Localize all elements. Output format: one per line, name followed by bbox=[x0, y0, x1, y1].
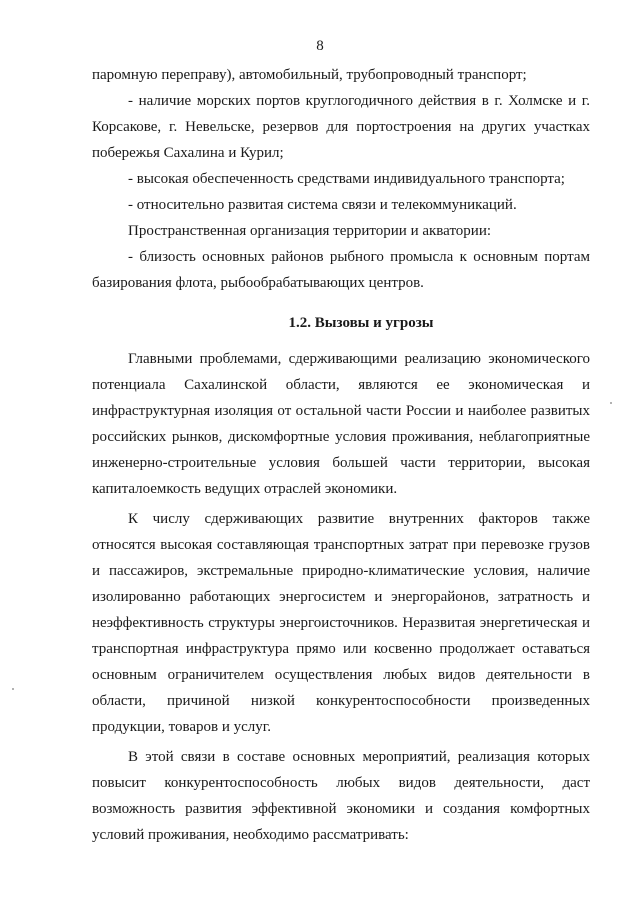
paragraph-internal-factors: К числу сдерживающих развитие внутренних факторов также относятся высокая составляющая транспортных затрат при перевозке грузов и пассажиров, экстремальные природно-климатические условия, наличие изолированно работающих энергосистем и энергорайонов, затратность и неэффективность структуры энергоисточников. Неразвитая энергетическая и транспортная инфраструктура прямо или косвенно продолжает оставаться основным ограничителем осуществления любых видов деятельности в области, причиной низкой конкурентоспособности произведенных продукции, товаров и услуг. bbox=[92, 511, 590, 735]
list-item-ports: - наличие морских портов круглогодичного действия в г. Холмске и г. Корсакове, г. Невельске, резервов для портостроения на других участках побережья Сахалина и Курил; bbox=[92, 93, 590, 161]
paragraph-main-problems: Главными проблемами, сдерживающими реализацию экономического потенциала Сахалинской области, являются ее экономическая и инфраструктурная изоляция от остальной части России и наиболее развитых российских рынков, дискомфортные условия проживания, неблагоприятные инженерно-строительные условия большей части территории, высокая капиталоемкость ведущих отраслей экономики. bbox=[92, 351, 590, 497]
list-item-fishing: - близость основных районов рыбного промысла к основным портам базирования флота, рыбообрабатывающих центров. bbox=[92, 249, 590, 291]
list-item-transport: - высокая обеспеченность средствами индивидуального транспорта; bbox=[128, 171, 565, 187]
page-body bbox=[92, 62, 590, 848]
spatial-organization-heading: Пространственная организация территории и акватории: bbox=[128, 223, 492, 239]
list-item-communications: - относительно развитая система связи и телекоммуникаций. bbox=[128, 197, 517, 213]
continuation-line: паромную переправу), автомобильный, трубопроводный транспорт; bbox=[92, 67, 527, 83]
paragraph-measures: В этой связи в составе основных мероприятий, реализация которых повысит конкурентоспособность любых видов деятельности, даст возможность развития эффективной экономики и создания комфортных условий проживания, необходимо рассматривать: bbox=[92, 749, 590, 843]
scan-speck bbox=[610, 402, 612, 404]
scan-speck bbox=[12, 688, 14, 690]
section-title: 1.2. Вызовы и угрозы bbox=[288, 315, 434, 331]
page-number: 8 bbox=[316, 38, 324, 54]
